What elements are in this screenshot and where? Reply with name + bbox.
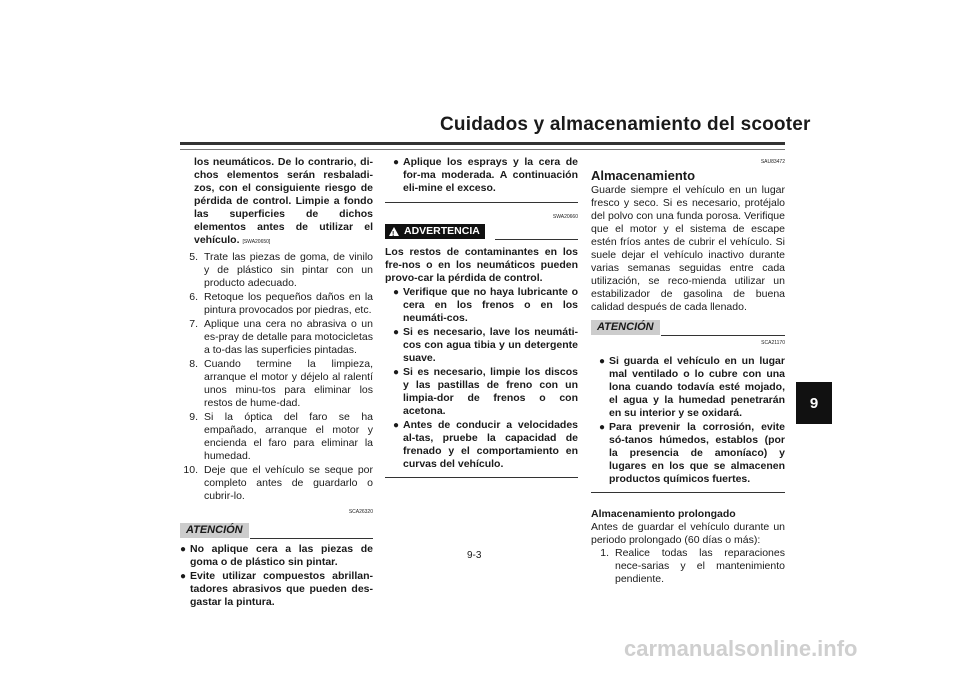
list-item	[180, 251, 373, 290]
list-item-number: 5.	[189, 251, 198, 263]
list-item	[591, 547, 785, 586]
column-3	[591, 156, 785, 587]
notice-list	[591, 355, 785, 486]
notice-label: ATENCIÓN	[180, 523, 249, 538]
list-item-text: Si guarda el vehículo en un lugar mal ventilado o lo cubre con una lona cuando todavía esté mojado, el agua y la humedad penetrarán en su interior y se oxidará.	[609, 355, 785, 419]
notice-code: SCA26320	[348, 509, 373, 515]
list-item-number: 10.	[183, 464, 198, 476]
bullet-icon: ●	[393, 367, 400, 378]
notice-header	[180, 523, 373, 539]
notice-list	[180, 543, 373, 609]
list-item-number: 8.	[189, 358, 198, 370]
watermark: carmanualsonline.info	[624, 636, 858, 661]
warning-code: [SWA20650]	[242, 239, 271, 245]
list-item-number: 7.	[189, 318, 198, 330]
list-item-text: Retoque los pequeños daños en la pintura provocados por piedras, etc.	[204, 291, 373, 316]
list-item	[180, 318, 373, 357]
list-item-number: 9.	[189, 411, 198, 423]
list-item	[385, 419, 578, 471]
list-item-text: Aplique los esprays y la cera de for-ma moderada. A continuación eli-mine el exceso.	[403, 156, 578, 194]
list-item-number: 1.	[600, 547, 609, 559]
list-item-text: Realice todas las reparaciones nece-sarias y el mantenimiento pendiente.	[615, 547, 785, 585]
section-rule	[385, 477, 578, 478]
list-item-text: Si es necesario, lave los neumáti-cos con agua tibia y un detergente suave.	[403, 326, 578, 364]
list-item-text: Trate las piezas de goma, de vinilo y de plástico sin pintar con un producto adecuado.	[204, 251, 373, 289]
warning-label-text: ADVERTENCIA	[404, 225, 480, 237]
page-number: 9-3	[467, 550, 482, 561]
list-item-text: Si la óptica del faro se ha empañado, arranque el motor y encienda el faro para eliminar la humedad.	[204, 411, 373, 462]
bullet-icon: ●	[393, 420, 400, 431]
list-item-text: No aplique cera a las piezas de goma o de plástico sin pintar.	[190, 543, 373, 568]
header-rule	[180, 142, 785, 145]
list-item	[180, 543, 373, 569]
list-item	[385, 156, 578, 195]
list-item-text: Cuando termine la limpieza, arranque el motor y déjelo al ralentí unos minu-tos para eliminar los restos de hume-dad.	[204, 358, 373, 409]
subsection-text: Antes de guardar el vehículo durante un periodo prolongado (60 días o más):	[591, 521, 785, 546]
list-item-text: Deje que el vehículo se seque por completo antes de guardarlo o cubrir-lo.	[204, 464, 373, 502]
list-item	[385, 366, 578, 418]
list-item-number: 6.	[189, 291, 198, 303]
notice-header	[591, 320, 785, 336]
notice-rule	[661, 335, 785, 336]
list-item	[591, 421, 785, 486]
list-item	[180, 570, 373, 609]
list-item	[385, 326, 578, 365]
warning-header	[385, 224, 578, 240]
bullet-icon: ●	[599, 356, 606, 367]
list-item	[180, 291, 373, 317]
warning-triangle-icon: !	[389, 227, 399, 236]
warning-list	[385, 286, 578, 471]
notice-code: SCA21170	[761, 340, 785, 346]
bullet-icon: ●	[599, 422, 606, 433]
section-rule	[385, 202, 578, 203]
bullet-icon: ●	[180, 544, 187, 555]
bullet-icon: ●	[393, 327, 400, 338]
step-list	[591, 547, 785, 586]
chapter-tab[interactable]: 9	[796, 382, 832, 424]
bullet-icon: ●	[393, 287, 400, 298]
list-item-text: Antes de conducir a velocidades al-tas, pruebe la capacidad de frenado y el comportamiento en curvas del vehículo.	[403, 419, 578, 470]
notice-rule	[250, 538, 373, 539]
list-item-text: Verifique que no haya lubricante o cera en los frenos o en los neumáti-cos.	[403, 286, 578, 324]
list-item-text: Evite utilizar compuestos abrillan-tadores abrasivos que pueden des-gastar la pintura.	[190, 570, 373, 608]
continued-warning	[180, 156, 373, 249]
list-item-text: Para prevenir la corrosión, evite só-tanos húmedos, establos (por la presencia de amoníaco) y lugares en los que se almacenen productos químicos fuertes.	[609, 421, 785, 485]
section-text: Guarde siempre el vehículo en un lugar fresco y seco. Si es necesario, protéjalo del polvo con una funda porosa. Verifique que el motor y el sistema de escape estén fríos antes de cubrir el vehículo. Si suele dejar el vehículo inactivo durante varias semanas seguidas entre cada utilización, se reco-mienda utilizar un estabilizador de gasolina de buena calidad después de cada llenado.	[591, 184, 785, 313]
section-code: SAU83472	[760, 159, 785, 165]
subsection-title: Almacenamiento prolongado	[591, 508, 736, 520]
header-rule-thin	[180, 149, 785, 150]
list-item-text: Aplique una cera no abrasiva o un es-pray de detalle para motocicletas a to-das las superficies pintadas.	[204, 318, 373, 356]
warning-text: Los restos de contaminantes en los fre-nos o en los neumáticos pueden provo-car la pérdida de control.	[385, 246, 578, 284]
warning-code: SWA20660	[552, 214, 578, 220]
section-rule	[591, 492, 785, 493]
bullet-icon: ●	[393, 157, 400, 168]
column-1	[180, 156, 373, 610]
notice-label: ATENCIÓN	[591, 320, 660, 335]
list-item	[180, 358, 373, 410]
list-item	[591, 355, 785, 420]
section-title: Almacenamiento	[591, 168, 696, 183]
step-list	[180, 251, 373, 503]
page-title: Cuidados y almacenamiento del scooter	[440, 114, 811, 135]
warning-label	[385, 224, 485, 239]
list-item	[180, 411, 373, 463]
list-item	[385, 286, 578, 325]
list-item-text: Si es necesario, limpie los discos y las pastillas de freno con un limpia-dor de frenos o con acetona.	[403, 366, 578, 417]
list-item	[180, 464, 373, 503]
warning-rule	[495, 239, 578, 240]
bullet-icon: ●	[180, 571, 187, 582]
continued-warning-text: los neumáticos. De lo contrario, di-chos elementos serán resbaladi-zos, con el consiguiente riesgo de pérdida de control. Limpie a fondo las superficies de dichos elementos antes de utilizar el vehículo.	[194, 156, 373, 246]
column-2	[385, 156, 578, 478]
